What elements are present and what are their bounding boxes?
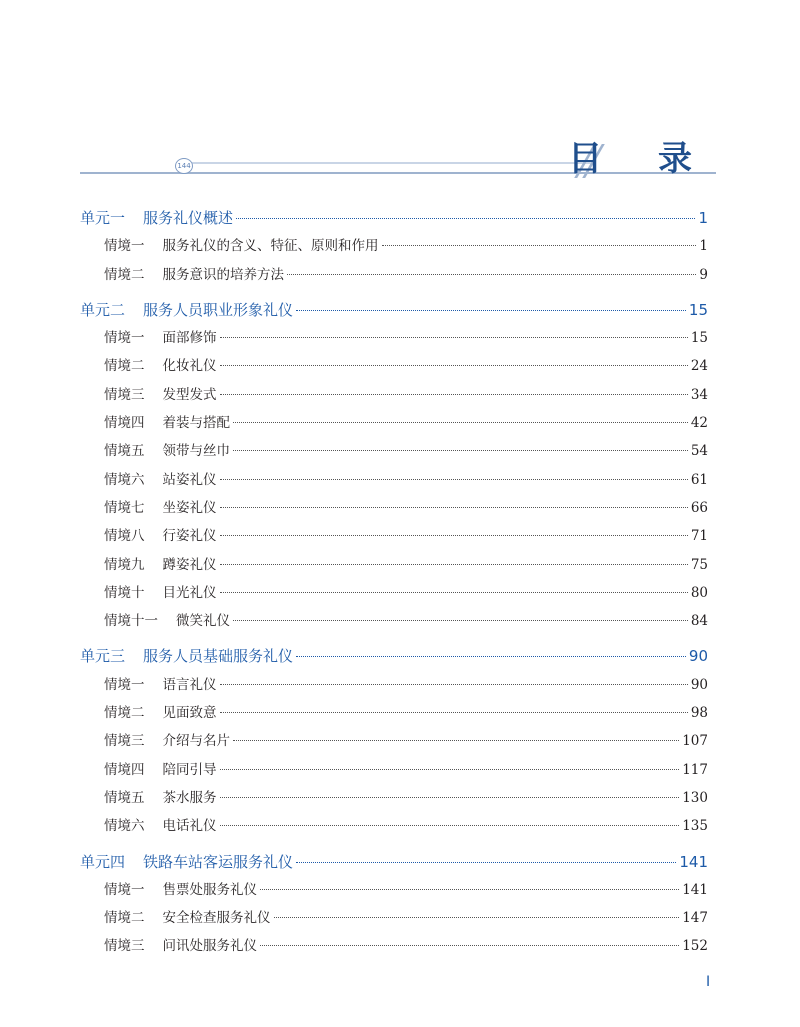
toc-item-row[interactable]: [80, 494, 708, 522]
toc-item-row[interactable]: [80, 409, 708, 437]
toc-page-number: 9: [699, 266, 708, 283]
toc-label: 单元四: [80, 852, 126, 871]
toc-title: 服务礼仪概述: [143, 209, 234, 227]
toc-title: 目光礼仪: [162, 584, 217, 601]
toc-leader-dots: [220, 394, 688, 395]
toc-leader-dots: [236, 218, 695, 219]
toc-title: 铁路车站客运服务礼仪: [143, 852, 294, 871]
toc-label: 情境一: [104, 238, 145, 255]
toc-page-number: 130: [682, 789, 708, 806]
toc-item-row[interactable]: [80, 261, 708, 289]
toc-leader-dots: [233, 740, 679, 741]
toc-label: 情境一: [104, 676, 145, 693]
toc-label: 情境一: [104, 881, 145, 898]
toc-page-number: 1: [699, 238, 708, 255]
toc-unit-row[interactable]: [80, 204, 708, 232]
toc-label: 情境四: [104, 761, 145, 778]
toc-label: 情境一: [104, 330, 145, 347]
toc-page-number: 117: [682, 761, 708, 778]
toc-page-number: 90: [688, 647, 708, 666]
toc-page-number: 42: [690, 415, 708, 432]
toc-leader-dots: [296, 310, 686, 311]
toc-leader-dots: [220, 337, 688, 338]
toc-title: 坐姿礼仪: [162, 499, 217, 516]
toc-item-row[interactable]: [80, 812, 708, 840]
toc-leader-dots: [233, 620, 688, 621]
toc-title: 站姿礼仪: [162, 471, 217, 488]
header-rule-light: [192, 162, 596, 164]
toc-title: 领带与丝巾: [162, 443, 230, 460]
header-badge-icon: 144: [175, 158, 193, 174]
toc-page-number: 80: [690, 584, 708, 601]
toc-page-number: 24: [690, 358, 708, 375]
toc-page-number: 135: [682, 818, 708, 835]
toc-title: 服务礼仪的含义、特征、原则和作用: [162, 238, 379, 255]
page-title: 目 录: [568, 139, 714, 179]
toc-label: 情境三: [104, 938, 145, 955]
toc-label: 单元一: [80, 209, 126, 227]
toc-page-number: 75: [690, 556, 708, 573]
toc-page-number: 141: [679, 852, 708, 871]
toc-title: 语言礼仪: [162, 676, 217, 693]
toc-title: 发型发式: [162, 386, 217, 403]
toc-item-row[interactable]: [80, 671, 708, 699]
toc-leader-dots: [260, 945, 679, 946]
toc-title: 微笑礼仪: [176, 613, 230, 630]
toc-item-row[interactable]: [80, 466, 708, 494]
toc-label: 情境六: [104, 818, 145, 835]
toc-page-number: 90: [690, 676, 708, 693]
toc-title: 化妆礼仪: [162, 358, 217, 375]
toc-leader-dots: [220, 365, 688, 366]
toc-page-number: 107: [682, 733, 708, 750]
toc-item-row[interactable]: [80, 904, 708, 932]
toc-page-number: 84: [690, 613, 708, 630]
toc-leader-dots: [287, 274, 696, 275]
toc-item-row[interactable]: [80, 727, 708, 755]
toc-title: 茶水服务: [162, 789, 217, 806]
toc-title: 售票处服务礼仪: [162, 881, 257, 898]
toc-title: 电话礼仪: [162, 818, 217, 835]
toc-item-row[interactable]: [80, 437, 708, 465]
toc-label: 情境二: [104, 910, 145, 927]
toc-leader-dots: [220, 535, 688, 536]
toc-unit-row[interactable]: [80, 642, 708, 670]
toc-leader-dots: [220, 769, 680, 770]
toc-label: 情境九: [104, 556, 145, 573]
toc-item-row[interactable]: [80, 579, 708, 607]
toc-item-row[interactable]: [80, 607, 708, 635]
toc-title: 见面致意: [162, 705, 217, 722]
toc-leader-dots: [220, 592, 688, 593]
toc-label: 情境七: [104, 499, 145, 516]
toc-title: 服务意识的培养方法: [162, 266, 284, 283]
toc-page-number: 71: [690, 528, 708, 545]
toc-label: 情境二: [104, 358, 145, 375]
toc-item-row[interactable]: [80, 932, 708, 960]
toc-label: 情境二: [104, 266, 145, 283]
toc-page-number: 147: [682, 910, 708, 927]
toc-leader-dots: [220, 564, 688, 565]
toc-leader-dots: [233, 450, 688, 451]
toc-leader-dots: [220, 507, 688, 508]
toc-unit-row[interactable]: [80, 296, 708, 324]
toc-leader-dots: [260, 889, 679, 890]
toc-item-row[interactable]: [80, 232, 708, 260]
toc-label: 情境五: [104, 789, 145, 806]
toc-item-row[interactable]: [80, 784, 708, 812]
toc-label: 情境十一: [104, 613, 158, 630]
toc-page-number: 15: [688, 300, 708, 319]
toc-label: 情境八: [104, 528, 145, 545]
toc-item-row[interactable]: [80, 876, 708, 904]
toc-page-number: 66: [690, 499, 708, 516]
toc-label: 情境四: [104, 415, 145, 432]
toc-title: 安全检查服务礼仪: [162, 910, 271, 927]
toc-leader-dots: [296, 862, 676, 863]
toc-item-row[interactable]: [80, 551, 708, 579]
toc-item-row[interactable]: [80, 699, 708, 727]
toc-leader-dots: [233, 422, 688, 423]
toc-page-number: 54: [690, 443, 708, 460]
toc-label: 情境十: [104, 584, 145, 601]
toc-label: 情境六: [104, 471, 145, 488]
toc-leader-dots: [296, 656, 686, 657]
page-header: [0, 0, 800, 200]
toc-leader-dots: [220, 479, 688, 480]
toc-title: 服务人员基础服务礼仪: [143, 647, 294, 666]
toc-item-row[interactable]: [80, 756, 708, 784]
toc-item-row[interactable]: [80, 381, 708, 409]
toc-label: 情境二: [104, 705, 145, 722]
toc-title: 介绍与名片: [162, 733, 230, 750]
toc-page-number: 141: [682, 881, 708, 898]
page-number: I: [706, 974, 711, 990]
toc-item-row[interactable]: [80, 324, 708, 352]
toc-page-number: 15: [690, 330, 708, 347]
toc-label: 情境三: [104, 733, 145, 750]
toc-leader-dots: [382, 245, 697, 246]
toc-title: 服务人员职业形象礼仪: [143, 300, 294, 319]
toc-page-number: 61: [690, 471, 708, 488]
toc-label: 情境三: [104, 386, 145, 403]
toc-page-number: 152: [682, 938, 708, 955]
toc-page-number: 98: [690, 705, 708, 722]
toc-page-number: 1: [698, 209, 708, 227]
toc-unit-row[interactable]: [80, 848, 708, 876]
toc-title: 蹲姿礼仪: [162, 556, 217, 573]
toc-leader-dots: [220, 825, 680, 826]
toc-title: 着装与搭配: [162, 415, 230, 432]
toc-label: 情境五: [104, 443, 145, 460]
toc-title: 面部修饰: [162, 330, 217, 347]
toc-label: 单元三: [80, 647, 126, 666]
table-of-contents: [80, 204, 708, 961]
toc-title: 问讯处服务礼仪: [162, 938, 257, 955]
toc-leader-dots: [220, 712, 688, 713]
toc-leader-dots: [220, 797, 680, 798]
toc-label: 单元二: [80, 300, 126, 319]
toc-item-row[interactable]: [80, 522, 708, 550]
toc-title: 陪同引导: [162, 761, 217, 778]
toc-item-row[interactable]: [80, 352, 708, 380]
toc-title: 行姿礼仪: [162, 528, 217, 545]
toc-leader-dots: [274, 917, 680, 918]
toc-page-number: 34: [690, 386, 708, 403]
toc-leader-dots: [220, 684, 688, 685]
